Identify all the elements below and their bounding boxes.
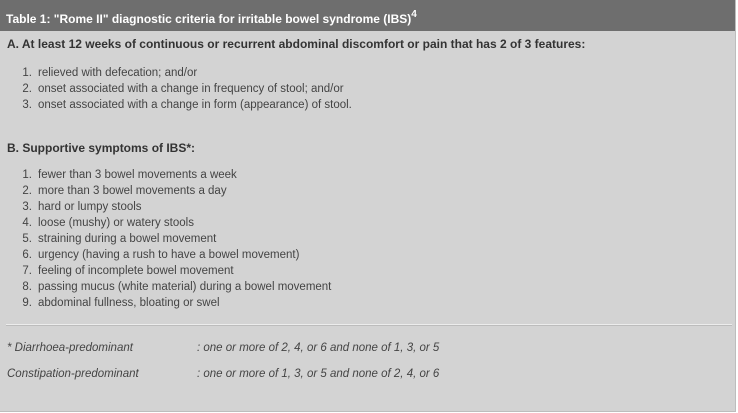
list-item-number: 6.	[22, 249, 32, 261]
list-item	[17, 247, 331, 263]
list-item-text: loose (mushy) or watery stools	[38, 217, 194, 229]
subtype-name: * Diarrhoea-predominant	[7, 342, 133, 354]
list-item-text: more than 3 bowel movements a day	[38, 185, 227, 197]
section-divider	[6, 324, 732, 326]
list-item-text: abdominal fullness, bloating or swel	[38, 297, 220, 309]
table-caption	[0, 0, 735, 31]
list-item-text: onset associated with a change in frequency of stool; and/or	[38, 83, 344, 95]
list-item-number: 4.	[22, 217, 32, 229]
list-item-number: 3.	[22, 201, 32, 213]
list-item	[17, 81, 352, 97]
section-a-heading: A. At least 12 weeks of continuous or recurrent abdominal discomfort or pain that has 2 of 3 features:	[7, 37, 586, 51]
table-caption-text: Table 1: "Rome II" diagnostic criteria for irritable bowel syndrome (IBS)	[6, 12, 412, 26]
list-item-text: straining during a bowel movement	[38, 233, 217, 245]
list-item-text: hard or lumpy stools	[38, 201, 142, 213]
list-item-number: 8.	[22, 281, 32, 293]
list-item-text: urgency (having a rush to have a bowel movement)	[38, 249, 300, 261]
section-b-heading: B. Supportive symptoms of IBS*:	[7, 141, 196, 155]
list-item-number: 5.	[22, 233, 32, 245]
list-item-number: 7.	[22, 265, 32, 277]
list-item	[17, 65, 352, 81]
list-item	[17, 167, 331, 183]
list-item-number: 3.	[22, 99, 32, 111]
list-item-number: 9.	[22, 297, 32, 309]
section-a-list	[17, 65, 352, 113]
list-item-text: feeling of incomplete bowel movement	[38, 265, 234, 277]
list-item-text: onset associated with a change in form (appearance) of stool.	[38, 99, 352, 111]
list-item	[17, 183, 331, 199]
list-item-number: 1.	[22, 169, 32, 181]
section-b-list	[17, 167, 331, 311]
list-item	[17, 279, 331, 295]
list-item-number: 2.	[22, 185, 32, 197]
list-item-number: 1.	[22, 67, 32, 79]
list-item-text: relieved with defecation; and/or	[38, 67, 198, 79]
list-item	[17, 263, 331, 279]
list-item-text: fewer than 3 bowel movements a week	[38, 169, 237, 181]
list-item	[17, 231, 331, 247]
list-item	[17, 199, 331, 215]
list-item	[17, 97, 352, 113]
subtype-row-constipation	[7, 368, 439, 380]
subtype-definition: : one or more of 2, 4, or 6 and none of 1, 3, or 5	[197, 342, 440, 354]
list-item	[17, 295, 331, 311]
table-caption-reference: 4	[411, 9, 417, 20]
subtype-name: Constipation-predominant	[7, 368, 139, 380]
list-item-number: 2.	[22, 83, 32, 95]
subtype-row-diarrhoea	[7, 342, 439, 354]
list-item	[17, 215, 331, 231]
subtype-definition: : one or more of 1, 3, or 5 and none of 2, 4, or 6	[197, 368, 440, 380]
list-item-text: passing mucus (white material) during a bowel movement	[38, 281, 332, 293]
